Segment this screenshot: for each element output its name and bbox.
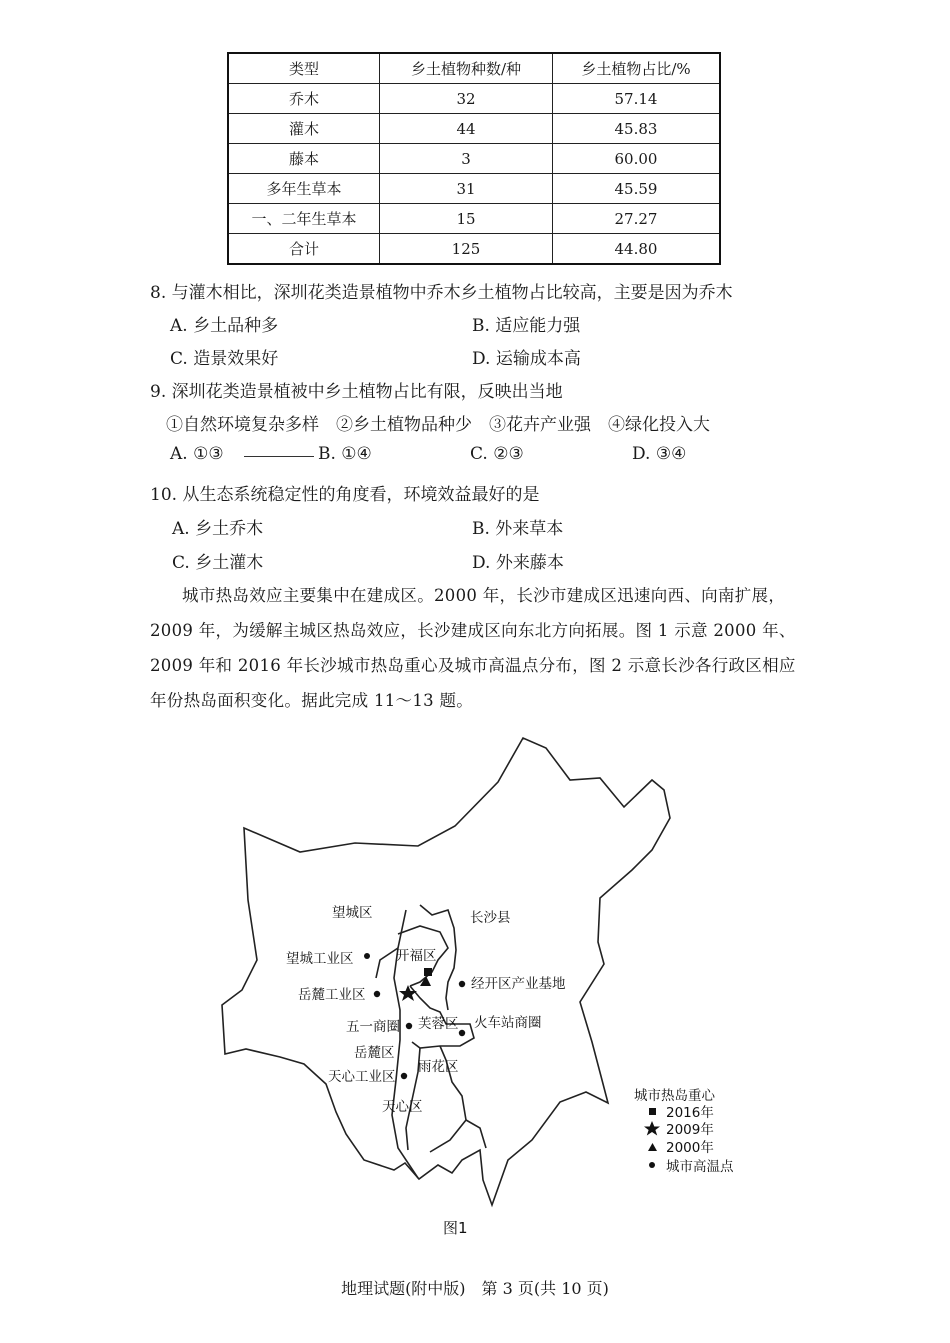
q9-stem: 9. 深圳花类造景植被中乡土植物占比有限，反映出当地 <box>150 382 563 402</box>
label-yuhua: 雨花区 <box>418 1059 459 1075</box>
label-changsha-county: 长沙县 <box>470 910 511 926</box>
q10-option-a: A. 乡土乔木 <box>172 519 264 539</box>
q10-option-c: C. 乡土灌木 <box>172 553 264 573</box>
q8-stem: 8. 与灌木相比，深圳花类造景植物中乔木乡土植物占比较高，主要是因为乔木 <box>150 283 733 303</box>
table-header: 乡土植物占比/% <box>553 53 721 84</box>
passage-line: 2009 年，为缓解主城区热岛效应，长沙建成区向东北方向拓展。图 1 示意 2000 年、 <box>150 621 796 640</box>
label-jingkai: 经开区产业基地 <box>471 976 566 992</box>
hot-spot-marker <box>459 1030 465 1036</box>
city-boundary <box>222 738 670 1205</box>
centroid-2009-marker <box>399 985 417 1001</box>
hot-spot-marker <box>401 1073 407 1079</box>
hot-spot-marker <box>406 1023 412 1029</box>
table-cell: 44 <box>380 114 553 144</box>
q8-option-b: B. 适应能力强 <box>472 316 581 336</box>
legend-square-icon <box>649 1108 656 1115</box>
legend-triangle-icon <box>648 1143 657 1151</box>
label-tianxin-industrial: 天心工业区 <box>328 1069 396 1085</box>
q10-stem: 10. 从生态系统稳定性的角度看，环境效益最好的是 <box>150 485 540 505</box>
label-wangcheng-industrial: 望城工业区 <box>286 951 354 967</box>
table-cell: 合计 <box>228 234 380 265</box>
q8-option-c: C. 造景效果好 <box>170 349 279 369</box>
label-yuelu: 岳麓区 <box>354 1045 395 1061</box>
q10-option-d: D. 外来藤本 <box>472 553 564 573</box>
hot-spot-marker <box>374 991 380 997</box>
table-cell: 乔木 <box>228 84 380 114</box>
label-wuyi: 五一商圈 <box>346 1019 400 1035</box>
figure-caption: 图1 <box>443 1219 468 1237</box>
table-cell: 3 <box>380 144 553 174</box>
table-cell: 灌木 <box>228 114 380 144</box>
table-cell: 多年生草本 <box>228 174 380 204</box>
legend-star-icon <box>644 1121 660 1136</box>
table-cell: 45.59 <box>553 174 721 204</box>
q9-option-a: A. ①③ <box>170 444 224 464</box>
page-footer: 地理试题(附中版) 第 3 页(共 10 页) <box>341 1279 609 1298</box>
table-header: 乡土植物种数/种 <box>380 53 553 84</box>
table-header: 类型 <box>228 53 380 84</box>
legend-title: 城市热岛重心 <box>634 1088 715 1104</box>
legend-2009: 2009年 <box>666 1122 714 1138</box>
label-yuelu-industrial: 岳麓工业区 <box>298 987 366 1003</box>
q9-option-b: B. ①④ <box>318 444 372 464</box>
q9-option-c: C. ②③ <box>470 444 524 464</box>
table-cell: 15 <box>380 204 553 234</box>
table-cell: 44.80 <box>553 234 721 265</box>
q9-statements: ①自然环境复杂多样 ②乡土植物品种少 ③花卉产业强 ④绿化投入大 <box>166 415 710 435</box>
hot-spot-marker <box>364 953 370 959</box>
label-furong: 芙蓉区 <box>418 1016 459 1032</box>
legend-hot: 城市高温点 <box>666 1159 734 1175</box>
passage-line: 年份热岛面积变化。据此完成 11～13 题。 <box>150 691 474 710</box>
map-legend <box>634 1087 734 1175</box>
passage-line: 城市热岛效应主要集中在建成区。2000 年，长沙市建成区迅速向西、向南扩展， <box>182 586 786 605</box>
hot-spot-marker <box>459 981 465 987</box>
q10-option-b: B. 外来草本 <box>472 519 564 539</box>
passage-line: 2009 年和 2016 年长沙城市热岛重心及城市高温点分布，图 2 示意长沙各行政区相应 <box>150 656 796 675</box>
table-cell: 27.27 <box>553 204 721 234</box>
label-tianxin: 天心区 <box>382 1099 423 1115</box>
district-line <box>466 1120 486 1148</box>
label-station: 火车站商圈 <box>474 1015 542 1031</box>
centroid-2016-marker <box>424 968 432 976</box>
q9-option-d: D. ③④ <box>632 444 687 464</box>
q8-option-a: A. 乡土品种多 <box>170 316 279 336</box>
legend-dot-icon <box>649 1162 655 1168</box>
legend-2016: 2016年 <box>666 1105 714 1121</box>
legend-2000: 2000年 <box>666 1140 714 1156</box>
table-cell: 31 <box>380 174 553 204</box>
table-cell: 32 <box>380 84 553 114</box>
table-cell: 125 <box>380 234 553 265</box>
table-cell: 60.00 <box>553 144 721 174</box>
table-cell: 57.14 <box>553 84 721 114</box>
label-kaifu: 开福区 <box>396 948 437 964</box>
q8-option-d: D. 运输成本高 <box>472 349 581 369</box>
table-cell: 一、二年生草本 <box>228 204 380 234</box>
label-wangcheng: 望城区 <box>332 905 373 921</box>
table-cell: 藤本 <box>228 144 380 174</box>
table-cell: 45.83 <box>553 114 721 144</box>
